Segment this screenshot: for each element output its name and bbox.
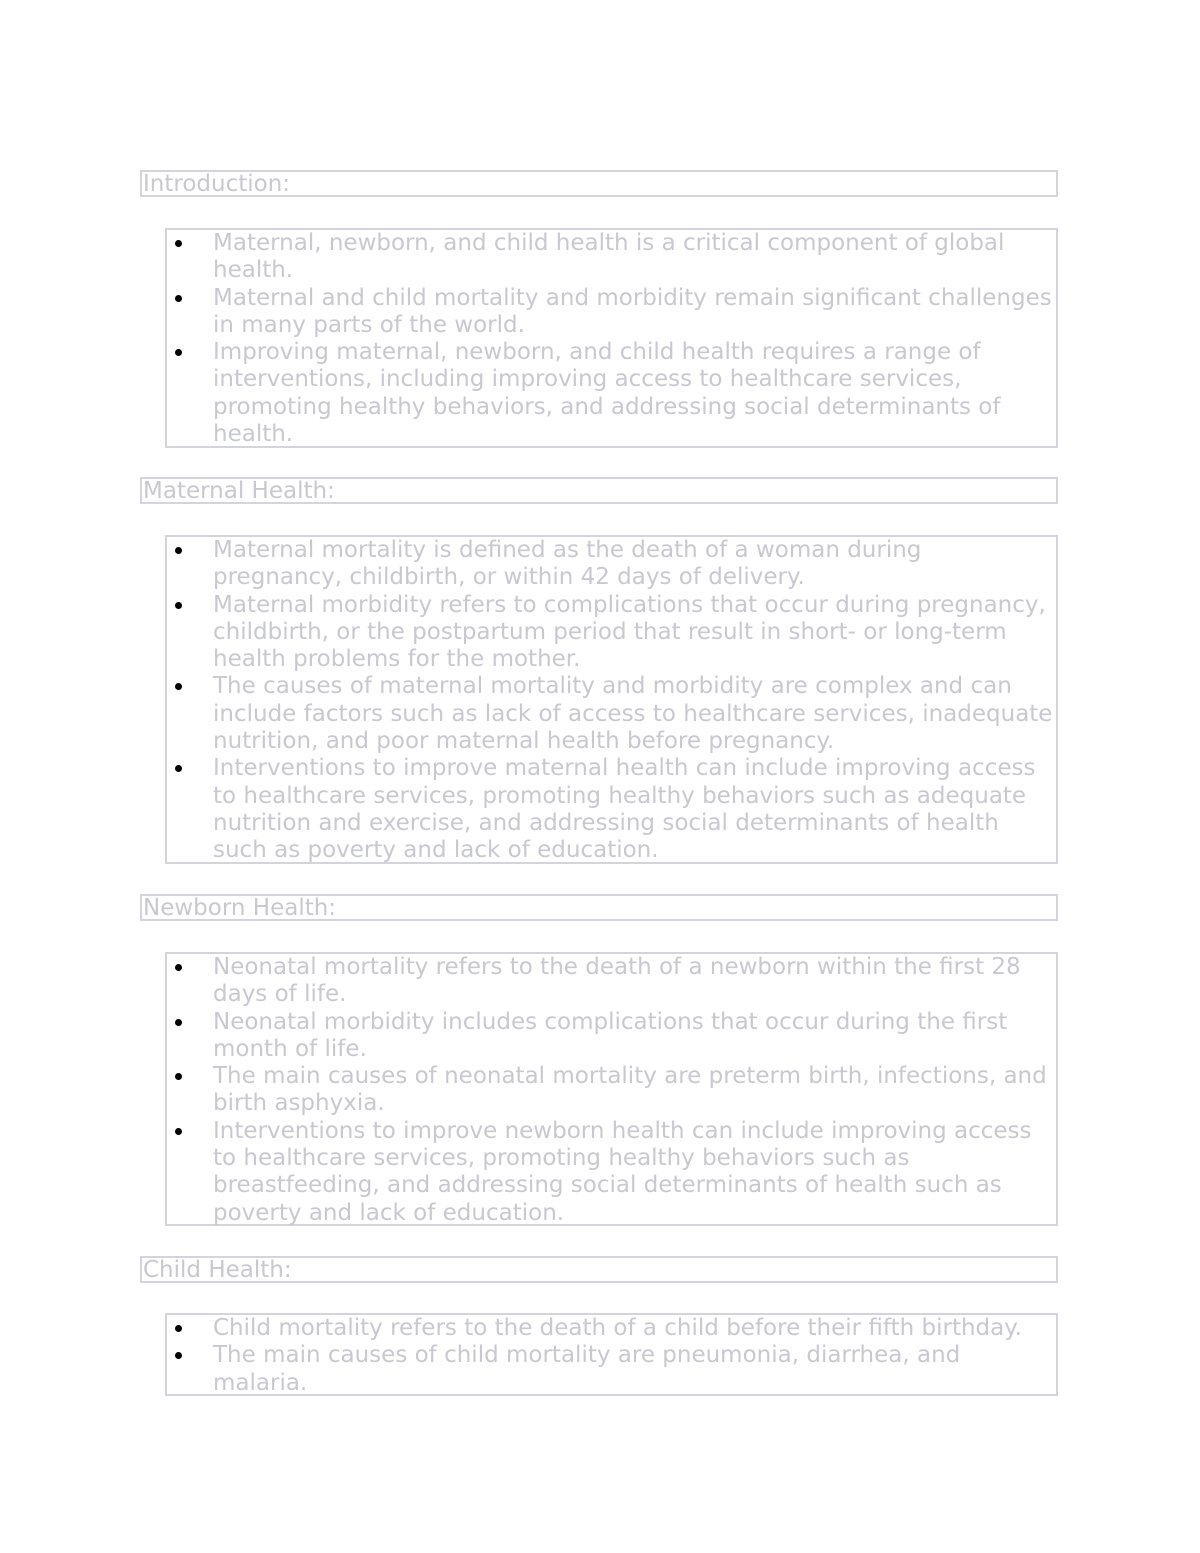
section-heading-newborn-health: Newborn Health:: [140, 894, 1058, 921]
list-item-text: Improving maternal, newborn, and child health requires a range of interventions, including improving access to healthcare services, promoting healthy behaviors, and addressing social determinants of health.: [213, 339, 1001, 448]
list-item-text: Neonatal mortality refers to the death of a newborn within the first 28 days of life.: [213, 954, 1021, 1008]
list-item-text: Maternal morbidity refers to complications that occur during pregnancy, childbirth, or the postpartum period that result in short- or long-term health problems for the mother.: [213, 591, 1046, 673]
section-list-maternal-health: [165, 535, 1058, 864]
list-item: [167, 1118, 1056, 1227]
bullet-icon: [175, 1325, 182, 1332]
list-item: [167, 1342, 1056, 1397]
list-item: [167, 537, 1056, 592]
bullet-icon: [175, 1128, 182, 1135]
bullet-icon: [175, 240, 182, 247]
list-item-text: Child mortality refers to the death of a child before their fifth birthday.: [213, 1315, 1022, 1341]
list-item-text: Maternal mortality is defined as the death of a woman during pregnancy, childbirth, or within 42 days of delivery.: [213, 537, 922, 591]
list-item-text: Maternal, newborn, and child health is a critical component of global health.: [213, 230, 1005, 284]
list-item: [167, 1315, 1056, 1342]
list-item: [167, 592, 1056, 674]
bullet-icon: [175, 765, 182, 772]
bullet-icon: [175, 349, 182, 356]
list-item: [167, 230, 1056, 285]
list-item-text: The causes of maternal mortality and morbidity are complex and can include factors such as lack of access to healthcare services, inadequate nutrition, and poor maternal health before pregnancy.: [213, 673, 1053, 755]
list-item: [167, 339, 1056, 448]
list-item-text: The main causes of neonatal mortality are preterm birth, infections, and birth asphyxia.: [213, 1063, 1047, 1117]
list-item: [167, 954, 1056, 1009]
list-item: [167, 1009, 1056, 1064]
bullet-icon: [175, 295, 182, 302]
list-item-text: The main causes of child mortality are pneumonia, diarrhea, and malaria.: [213, 1342, 961, 1396]
bullet-icon: [175, 1073, 182, 1080]
section-heading-introduction: Introduction:: [140, 170, 1058, 197]
bullet-icon: [175, 1019, 182, 1026]
bullet-icon: [175, 1352, 182, 1359]
bullet-icon: [175, 964, 182, 971]
list-item-text: Maternal and child mortality and morbidity remain significant challenges in many parts of the world.: [213, 284, 1052, 338]
section-heading-child-health: Child Health:: [140, 1256, 1058, 1283]
list-item: [167, 755, 1056, 864]
bullet-icon: [175, 547, 182, 554]
list-item: [167, 285, 1056, 340]
bullet-icon: [175, 602, 182, 609]
section-list-introduction: [165, 228, 1058, 448]
list-item-text: Interventions to improve newborn health can include improving access to healthcare services, promoting healthy behaviors such as breastfeeding, and addressing social determinants of health such as poverty and lack of education.: [213, 1117, 1032, 1226]
list-item: [167, 1063, 1056, 1118]
section-heading-maternal-health: Maternal Health:: [140, 477, 1058, 504]
list-item-text: Neonatal morbidity includes complications that occur during the first month of life.: [213, 1008, 1008, 1062]
section-list-child-health: [165, 1313, 1058, 1396]
section-list-newborn-health: [165, 952, 1058, 1226]
bullet-icon: [175, 683, 182, 690]
list-item: [167, 673, 1056, 755]
list-item-text: Interventions to improve maternal health can include improving access to healthcare services, promoting healthy behaviors such as adequate nutrition and exercise, and addressing social determinants of health such as poverty and lack of education.: [213, 755, 1036, 864]
